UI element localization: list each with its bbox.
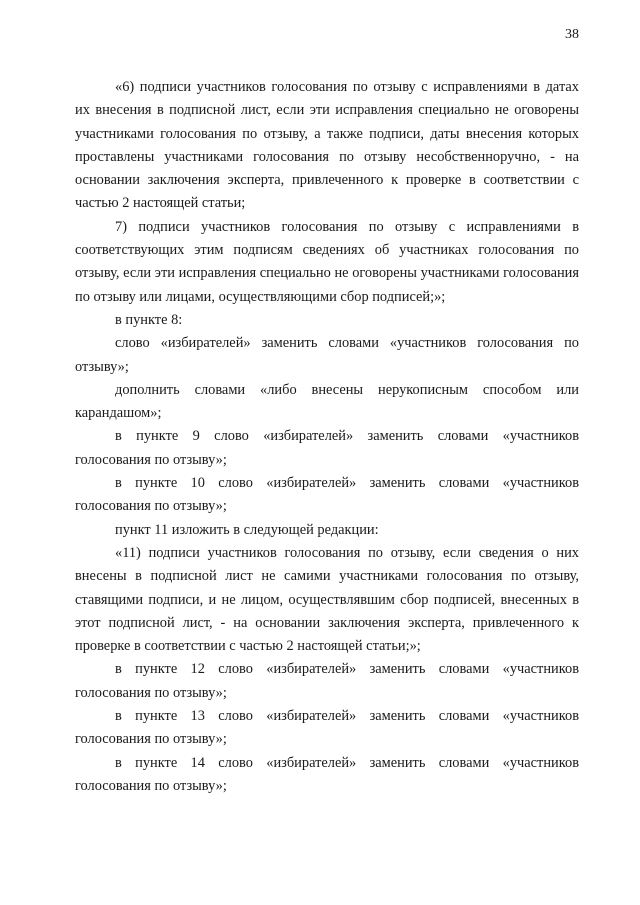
paragraph: в пункте 8: [115,311,183,328]
page-number: 38 [565,27,579,42]
paragraph: 7) подписи участников голосования по отзыву с исправлениями в соответствующих этим подписям сведениях об участниках голосования по отзыву, если эти исправления специально не оговорены участниками голосования по отзыву или лицами, осуществляющими сбор подписей;»; [75,218,579,305]
paragraph: в пункте 10 слово «избирателей» заменить словами «участников голосования по отзыву»; [75,475,579,515]
paragraph: слово «избирателей» заменить словами «участников голосования по отзыву»; [75,335,579,375]
paragraph: пункт 11 изложить в следующей редакции: [115,521,379,538]
paragraph: дополнить словами «либо внесены нерукописным способом или карандашом»; [75,381,579,422]
paragraph: в пункте 14 слово «избирателей» заменить словами «участников голосования по отзыву»; [75,754,579,794]
document-body [75,76,579,798]
paragraph: «6) подписи участников голосования по отзыву с исправлениями в датах их внесения в подписной лист, если эти исправления специально не оговорены участниками голосования по отзыву, а также подписи, даты внесения которых проставлены участниками голосования по отзыву несобственноручно, - на основании заключения эксперта, привлеченного к проверке в соответствии с частью 2 настоящей статьи; [75,79,579,212]
paragraph: в пункте 13 слово «избирателей» заменить словами «участников голосования по отзыву»; [75,708,579,748]
paragraph: в пункте 9 слово «избирателей» заменить словами «участников голосования по отзыву»; [75,428,579,468]
paragraph: «11) подписи участников голосования по отзыву, если сведения о них внесены в подписной лист не самими участниками голосования по отзыву, ставящими подписи, и не лицом, осуществлявшим сбор подписей, внесенных в этот подписной лист, - на основании заключения эксперта, привлеченного к проверке в соответствии с частью 2 настоящей статьи;»; [75,544,579,655]
paragraph: в пункте 12 слово «избирателей» заменить словами «участников голосования по отзыву»; [75,661,579,701]
